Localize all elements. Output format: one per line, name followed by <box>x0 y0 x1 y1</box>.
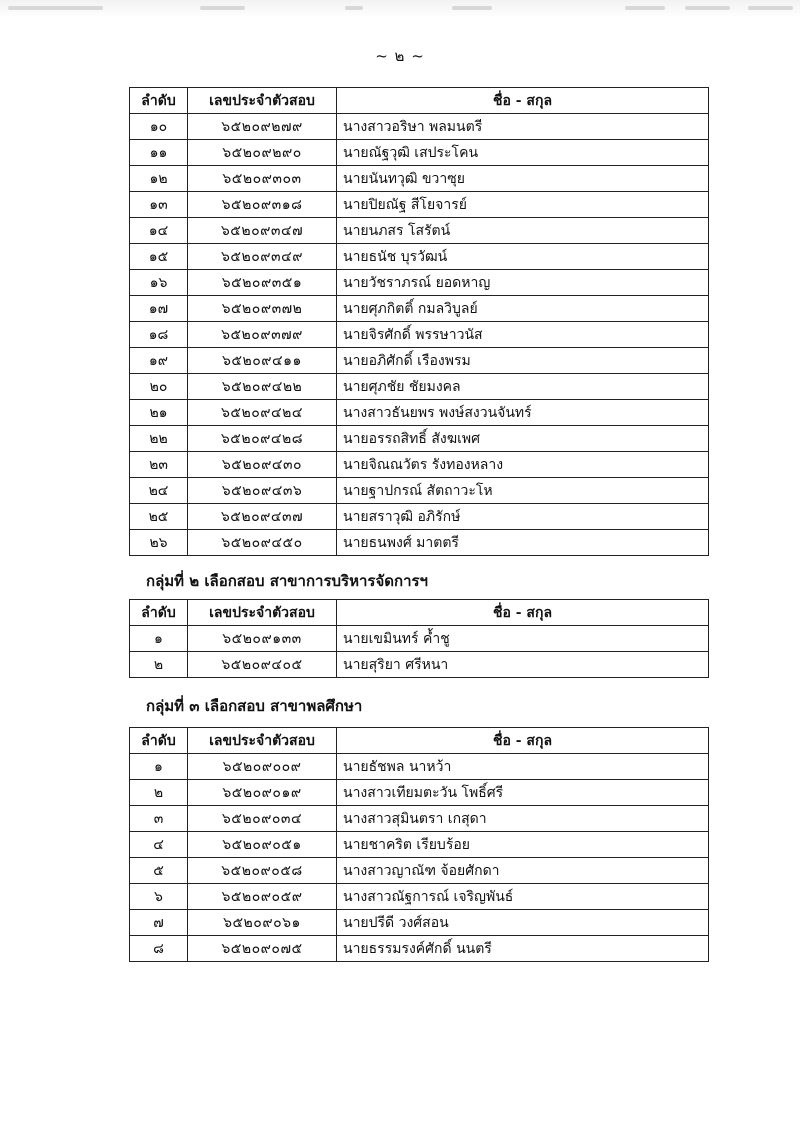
row-exam-id-cell: ๖๕๒๐๙๓๑๘ <box>188 192 337 218</box>
row-order-cell: ๑๘ <box>130 322 188 348</box>
row-name-cell: นายชาคริต เรียบร้อย <box>337 832 709 858</box>
table-row <box>130 626 709 652</box>
table-row <box>130 140 709 166</box>
row-name-cell: นายนภสร โสรัตน์ <box>337 218 709 244</box>
group-heading: กลุ่มที่ ๒ เลือกสอบ สาขาการบริหารจัดการฯ <box>146 572 428 590</box>
row-order-cell: ๒๒ <box>130 426 188 452</box>
table-row <box>130 780 709 806</box>
row-order-cell: ๒๑ <box>130 400 188 426</box>
column-header-order: ลำดับ <box>130 600 188 626</box>
table-header-row <box>130 88 709 114</box>
row-exam-id-cell: ๖๕๒๐๙๐๕๘ <box>188 858 337 884</box>
roster-table-group1 <box>129 87 709 556</box>
row-name-cell: นายธนพงศ์ มาตตรี <box>337 530 709 556</box>
row-exam-id-cell: ๖๕๒๐๙๓๔๗ <box>188 218 337 244</box>
row-order-cell: ๑๗ <box>130 296 188 322</box>
table-row <box>130 936 709 962</box>
roster-table-group2 <box>129 599 709 678</box>
row-name-cell: นายวัชราภรณ์ ยอดหาญ <box>337 270 709 296</box>
row-exam-id-cell: ๖๕๒๐๙๐๕๑ <box>188 832 337 858</box>
table-row <box>130 426 709 452</box>
row-name-cell: นายอภิศักดิ์ เรืองพรม <box>337 348 709 374</box>
table-row <box>130 884 709 910</box>
column-header-name: ชื่อ - สกุล <box>337 88 709 114</box>
row-name-cell: นางสาวธันยพร พงษ์สงวนจันทร์ <box>337 400 709 426</box>
table-row <box>130 218 709 244</box>
row-order-cell: ๑๔ <box>130 218 188 244</box>
column-header-exam-id: เลขประจำตัวสอบ <box>188 600 337 626</box>
row-exam-id-cell: ๖๕๒๐๙๔๓๗ <box>188 504 337 530</box>
row-order-cell: ๗ <box>130 910 188 936</box>
row-order-cell: ๒๔ <box>130 478 188 504</box>
row-name-cell: นายจิณณวัตร รังทองหลาง <box>337 452 709 478</box>
row-exam-id-cell: ๖๕๒๐๙๓๐๓ <box>188 166 337 192</box>
row-exam-id-cell: ๖๕๒๐๙๔๕๐ <box>188 530 337 556</box>
table-row <box>130 244 709 270</box>
table-row <box>130 296 709 322</box>
table-row <box>130 910 709 936</box>
row-name-cell: นายศุภชัย ชัยมงคล <box>337 374 709 400</box>
row-name-cell: นางสาวญาณัฑ จ้อยศักดา <box>337 858 709 884</box>
row-name-cell: นายนันทวุฒิ ขวาซุย <box>337 166 709 192</box>
row-exam-id-cell: ๖๕๒๐๙๓๗๒ <box>188 296 337 322</box>
row-exam-id-cell: ๖๕๒๐๙๒๙๐ <box>188 140 337 166</box>
row-order-cell: ๑๙ <box>130 348 188 374</box>
row-order-cell: ๑๓ <box>130 192 188 218</box>
scan-artifact <box>685 6 730 10</box>
row-exam-id-cell: ๖๕๒๐๙๐๗๕ <box>188 936 337 962</box>
row-name-cell: นายสราวุฒิ อภิรักษ์ <box>337 504 709 530</box>
table-row <box>130 270 709 296</box>
table-row <box>130 806 709 832</box>
row-order-cell: ๒๓ <box>130 452 188 478</box>
table-row <box>130 374 709 400</box>
scan-artifact <box>200 6 245 10</box>
table-row <box>130 114 709 140</box>
table-row <box>130 166 709 192</box>
row-name-cell: นางสาวเทียมตะวัน โพธิ์ศรี <box>337 780 709 806</box>
row-order-cell: ๑๐ <box>130 114 188 140</box>
row-exam-id-cell: ๖๕๒๐๙๔๒๒ <box>188 374 337 400</box>
row-name-cell: นายปิยณัฐ สีโยจารย์ <box>337 192 709 218</box>
scan-artifact <box>345 6 363 10</box>
row-exam-id-cell: ๖๕๒๐๙๔๑๑ <box>188 348 337 374</box>
row-order-cell: ๓ <box>130 806 188 832</box>
row-exam-id-cell: ๖๕๒๐๙๔๐๕ <box>188 652 337 678</box>
table-header-row <box>130 600 709 626</box>
row-exam-id-cell: ๖๕๒๐๙๔๓๖ <box>188 478 337 504</box>
scan-artifact <box>625 6 665 10</box>
row-order-cell: ๒๖ <box>130 530 188 556</box>
row-name-cell: นางสาวสุมินตรา เกสุดา <box>337 806 709 832</box>
row-name-cell: นายเขมินทร์ ค้ำชู <box>337 626 709 652</box>
scan-artifact <box>8 6 103 10</box>
row-name-cell: นายจิรศักดิ์ พรรษาวนัส <box>337 322 709 348</box>
row-exam-id-cell: ๖๕๒๐๙๓๔๙ <box>188 244 337 270</box>
row-order-cell: ๒ <box>130 780 188 806</box>
table-row <box>130 192 709 218</box>
scan-artifact <box>452 6 492 10</box>
table-row <box>130 832 709 858</box>
table-body <box>130 754 709 962</box>
row-order-cell: ๑๑ <box>130 140 188 166</box>
row-name-cell: นายธรรมรงค์ศักดิ์ นนตรี <box>337 936 709 962</box>
row-exam-id-cell: ๖๕๒๐๙๔๓๐ <box>188 452 337 478</box>
row-name-cell: นายฐาปกรณ์ สัตถาวะโห <box>337 478 709 504</box>
column-header-name: ชื่อ - สกุล <box>337 600 709 626</box>
row-name-cell: นายสุริยา ศรีหนา <box>337 652 709 678</box>
table-row <box>130 478 709 504</box>
table-row <box>130 400 709 426</box>
table-row <box>130 504 709 530</box>
row-name-cell: นายปรีดี วงศ์สอน <box>337 910 709 936</box>
column-header-exam-id: เลขประจำตัวสอบ <box>188 88 337 114</box>
column-header-order: ลำดับ <box>130 88 188 114</box>
row-exam-id-cell: ๖๕๒๐๙๐๑๙ <box>188 780 337 806</box>
row-name-cell: นายธนัช บุรวัฒน์ <box>337 244 709 270</box>
table-body <box>130 626 709 678</box>
scan-artifact <box>748 6 793 10</box>
column-header-name: ชื่อ - สกุล <box>337 728 709 754</box>
row-order-cell: ๑๖ <box>130 270 188 296</box>
row-order-cell: ๒ <box>130 652 188 678</box>
column-header-order: ลำดับ <box>130 728 188 754</box>
table-row <box>130 754 709 780</box>
row-exam-id-cell: ๖๕๒๐๙๐๖๑ <box>188 910 337 936</box>
row-order-cell: ๑ <box>130 754 188 780</box>
group-heading: กลุ่มที่ ๓ เลือกสอบ สาขาพลศึกษา <box>146 697 363 715</box>
row-name-cell: นางสาวณัฐการณ์ เจริญพันธ์ <box>337 884 709 910</box>
column-header-exam-id: เลขประจำตัวสอบ <box>188 728 337 754</box>
row-exam-id-cell: ๖๕๒๐๙๐๕๙ <box>188 884 337 910</box>
table-row <box>130 452 709 478</box>
row-exam-id-cell: ๖๕๒๐๙๑๓๓ <box>188 626 337 652</box>
table-header-row <box>130 728 709 754</box>
table-row <box>130 348 709 374</box>
row-name-cell: นายณัฐวุฒิ เสประโคน <box>337 140 709 166</box>
page-number: ~ ๒ ~ <box>375 47 425 65</box>
row-exam-id-cell: ๖๕๒๐๙๒๗๙ <box>188 114 337 140</box>
scan-header-strip <box>0 0 800 18</box>
row-order-cell: ๔ <box>130 832 188 858</box>
row-name-cell: นายศุภกิตติ์ กมลวิบูลย์ <box>337 296 709 322</box>
row-order-cell: ๘ <box>130 936 188 962</box>
row-exam-id-cell: ๖๕๒๐๙๓๕๑ <box>188 270 337 296</box>
table-row <box>130 322 709 348</box>
row-name-cell: นายธัชพล นาหว้า <box>337 754 709 780</box>
row-order-cell: ๖ <box>130 884 188 910</box>
row-exam-id-cell: ๖๕๒๐๙๔๒๘ <box>188 426 337 452</box>
row-order-cell: ๑๕ <box>130 244 188 270</box>
row-exam-id-cell: ๖๕๒๐๙๐๐๙ <box>188 754 337 780</box>
table-row <box>130 858 709 884</box>
row-exam-id-cell: ๖๕๒๐๙๐๓๔ <box>188 806 337 832</box>
row-order-cell: ๑ <box>130 626 188 652</box>
row-name-cell: นายอรรถสิทธิ์ สังฆเพศ <box>337 426 709 452</box>
table-body <box>130 114 709 556</box>
row-order-cell: ๒๐ <box>130 374 188 400</box>
table-row <box>130 530 709 556</box>
row-order-cell: ๕ <box>130 858 188 884</box>
row-order-cell: ๒๕ <box>130 504 188 530</box>
row-name-cell: นางสาวอริษา พลมนตรี <box>337 114 709 140</box>
row-order-cell: ๑๒ <box>130 166 188 192</box>
row-exam-id-cell: ๖๕๒๐๙๓๗๙ <box>188 322 337 348</box>
table-row <box>130 652 709 678</box>
row-exam-id-cell: ๖๕๒๐๙๔๒๔ <box>188 400 337 426</box>
roster-table-group3 <box>129 727 709 962</box>
